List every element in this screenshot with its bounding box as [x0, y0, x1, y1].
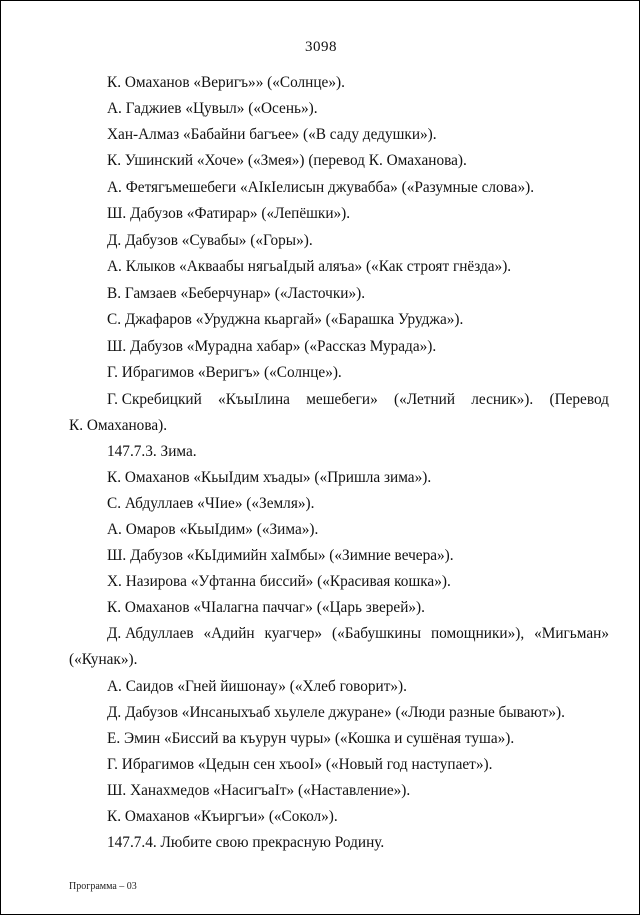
text-line: Д. Дабузов «Инсаныхъаб хьулеле джуране» («Люди разные бывают»). [107, 704, 565, 721]
text-line: Хан-Алмаз «Бабайни багъее» («В саду дедушки»). [107, 126, 437, 143]
section-heading: 147.7.4. Любите свою прекрасную Родину. [107, 834, 385, 851]
text-line: Е. Эмин «Биссий ва къурун чуры» («Кошка и сушёная туша»). [107, 730, 515, 747]
text-line: Ш. Дабузов «Мурадна хабар» («Рассказ Мурада»). [107, 338, 437, 355]
word: «КъыIлина [218, 391, 290, 408]
page-number: 3098 [305, 39, 337, 55]
word: куагчер» [264, 625, 323, 642]
text-line: Г. Ибрагимов «Цедын сен хъооI» («Новый год наступает»). [107, 756, 493, 773]
word: («Бабушкины [331, 625, 421, 642]
word: («Летний [393, 391, 456, 408]
text-line: Ш. Дабузов «КьIдимийн хаIмбы» («Зимние вечера»). [107, 547, 454, 564]
text-line: А. Гаджиев «Цувыл» («Осень»). [107, 100, 318, 117]
text-line: К. Омаханов «Веригъ»» («Солнце»). [107, 74, 345, 91]
text-line: Х. Назирова «Уфтанна биссий» («Красивая кошка»). [107, 573, 451, 590]
footer-label: Программа – 03 [69, 881, 137, 892]
word: мешебеги» [306, 391, 378, 408]
text-line: Ш. Дабузов «Фатирар» («Лепёшки»). [107, 205, 351, 222]
word: лесник»). [471, 391, 534, 408]
justified-paragraph-line [107, 390, 609, 410]
text-line: А. Омаров «КьыIдим» («Зима»). [107, 521, 319, 538]
paragraph-continuation: («Кунак»). [69, 651, 138, 668]
word: (Перевод [549, 391, 609, 408]
text-line: А. Саидов «Гней йишонау» («Хлеб говорит»). [107, 678, 407, 695]
text-line: С. Абдуллаев «ЧIие» («Земля»). [107, 495, 315, 512]
paragraph-continuation: К. Омаханова). [69, 417, 168, 434]
text-line: А. Фетягъмешебеги «АIкIелисын джувабба» («Разумные слова»). [107, 179, 535, 196]
text-line: К. Ушинский «Хоче» («Змея») (перевод К. Омаханова). [107, 152, 467, 169]
text-line: К. Омаханов «Къиргъи» («Сокол»). [107, 808, 338, 825]
text-line: К. Омаханов «КьыIдим хъады» («Пришла зима»). [107, 469, 432, 486]
word: помощники»), [430, 625, 525, 642]
text-line: Ш. Ханахмедов «НасигъаIт» («Наставление»). [107, 782, 411, 799]
text-line: Г. Ибрагимов «Веригъ» («Солнце»). [107, 364, 342, 381]
word: Г. Скребицкий [107, 391, 202, 408]
word: «Адийн [203, 625, 255, 642]
word: Д. Абдуллаев [107, 625, 194, 642]
text-line: Д. Дабузов «Сувабы» («Горы»). [107, 232, 313, 249]
section-heading: 147.7.3. Зима. [107, 443, 197, 460]
word: «Мигьман» [534, 625, 609, 642]
text-line: К. Омаханов «ЧIалагна паччаг» («Царь зверей»). [107, 599, 425, 616]
text-line: А. Клыков «Акваабы нягьаIдый аляъа» («Как строят гнёзда»). [107, 258, 512, 275]
justified-paragraph-line [107, 624, 609, 644]
text-line: В. Гамзаев «Беберчунар» («Ласточки»). [107, 285, 366, 302]
text-line: С. Джафаров «Уруджна кьаргай» («Барашка Уруджа»). [107, 311, 464, 328]
